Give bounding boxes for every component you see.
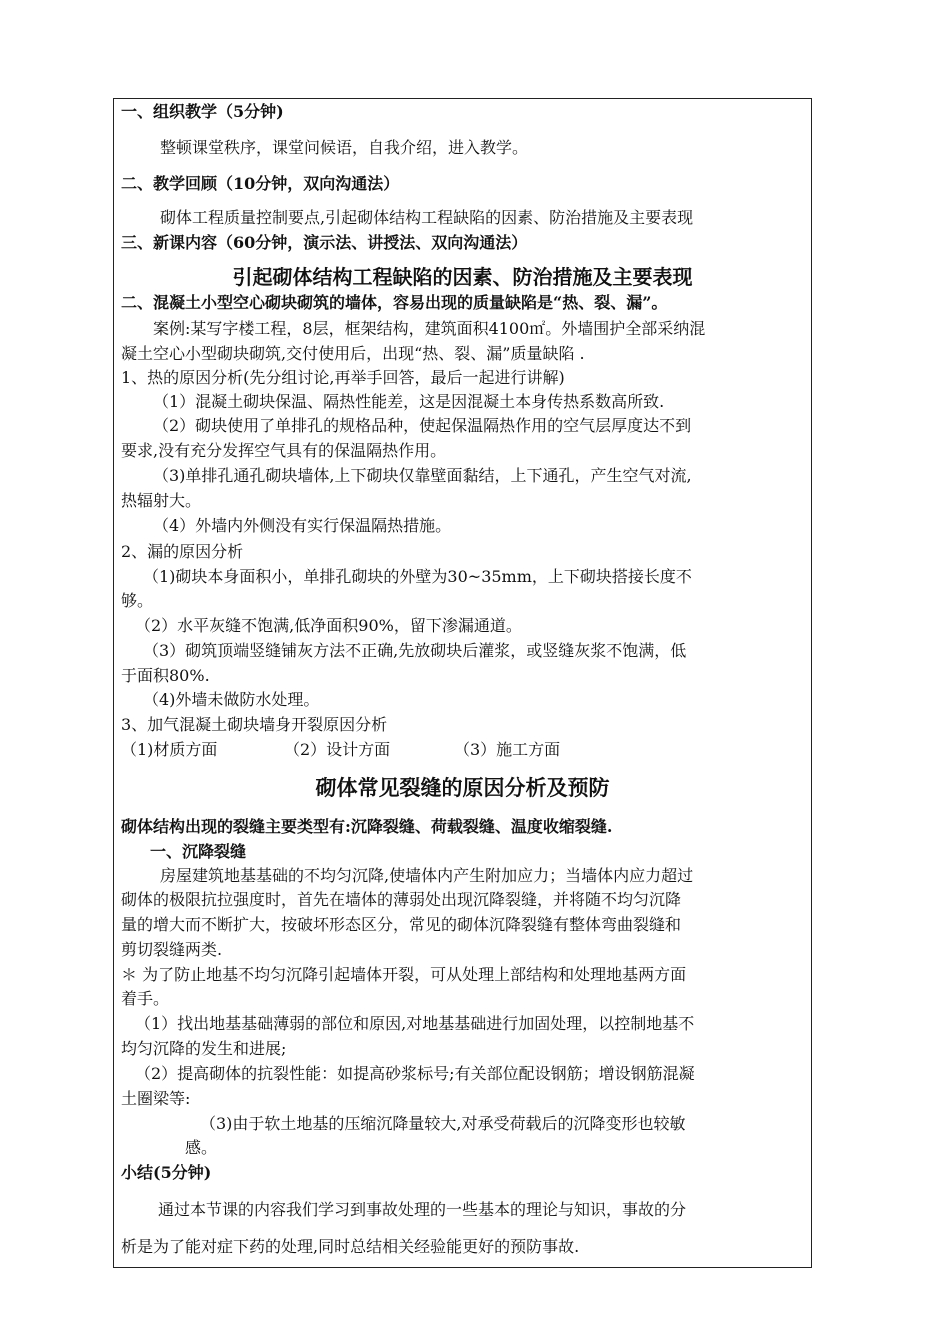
heat-analysis-heading: 1、热的原因分析(先分组讨论,再举手回答，最后一起进行讲解) (121, 368, 565, 387)
heat-item-2-line-2: 要求,没有充分发挥空气具有的保温隔热作用。 (121, 441, 447, 460)
leak-item-3-line-1: （3）砌筑顶端竖缝铺灰方法不正确,先放砌块后灌浆，或竖缝灰浆不饱满，低 (143, 641, 687, 660)
measure-2-line-1: （2）提高砌体的抗裂性能：如提高砂浆标号;有关部位配设钢筋；增设钢筋混凝 (135, 1064, 695, 1083)
heat-item-4: （4）外墙内外侧没有实行保温隔热措施。 (153, 516, 452, 535)
leak-item-4: （4)外墙未做防水处理。 (143, 690, 320, 709)
leak-item-2: （2）水平灰缝不饱满,低净面积90%，留下渗漏通道。 (135, 616, 522, 635)
measure-1-line-1: （1）找出地基基础薄弱的部位和原因,对地基基础进行加固处理，以控制地基不 (135, 1014, 695, 1033)
measure-3-line-2: 感。 (185, 1138, 218, 1157)
summary-line-1: 通过本节课的内容我们学习到事故处理的一些基本的理论与知识，事故的分 (158, 1200, 687, 1219)
summary-line-2: 析是为了能对症下药的处理,同时总结相关经验能更好的预防事故. (121, 1237, 580, 1256)
section-3-heading: 三、新课内容（60分钟，演示法、讲授法、双向沟通法） (121, 233, 528, 252)
leak-item-1-line-2: 够。 (121, 591, 154, 610)
section-2-body: 砌体工程质量控制要点,引起砌体结构工程缺陷的因素、防治措施及主要表现 (160, 208, 694, 227)
crack-aspect-design: （2）设计方面 (284, 740, 391, 759)
section-2-heading: 二、教学回顾（10分钟，双向沟通法） (121, 174, 400, 193)
heat-item-2-line-1: （2）砌块使用了单排孔的规格品种，使起保温隔热作用的空气层厚度达不到 (153, 416, 692, 435)
crack-types: 砌体结构出现的裂缝主要类型有:沉降裂缝、荷载裂缝、温度收缩裂缝. (121, 817, 613, 836)
settlement-para-line-2: 砌体的极限抗拉强度时，首先在墙体的薄弱处出现沉降裂缝，并将随不均匀沉降 (121, 890, 682, 909)
section-1-body: 整顿课堂秩序，课堂问候语，自我介绍，进入教学。 (160, 138, 529, 157)
leak-item-3-line-2: 于面积80%. (121, 666, 210, 685)
measure-3-line-1: （3)由于软土地基的压缩沉降量较大,对承受荷载后的沉降变形也较敏 (200, 1114, 686, 1133)
leak-analysis-heading: 2、漏的原因分析 (121, 542, 244, 561)
settlement-crack-heading: 一、沉降裂缝 (150, 842, 247, 861)
settlement-para-line-4: 剪切裂缝两类. (121, 940, 223, 959)
heat-item-3-line-2: 热辐射大。 (121, 491, 202, 510)
settlement-para-line-3: 量的增大而不断扩大，按破坏形态区分，常见的砌体沉降裂缝有整体弯曲裂缝和 (121, 915, 682, 934)
case-line-1: 案例:某写字楼工程，8层，框架结构，建筑面积4100㎡。外墙围护全部采纳混 (153, 319, 706, 338)
settlement-para-line-1: 房屋建筑地基基础的不均匀沉降,使墙体内产生附加应力；当墙体内应力超过 (160, 866, 694, 885)
part-2-title: 砌体常见裂缝的原因分析及预防 (315, 775, 610, 800)
case-line-2: 凝土空心小型砌块砌筑,交付使用后，出现“热、裂、漏”质量缺陷 . (121, 344, 585, 363)
section-1-heading: 一、组织教学（5分钟) (121, 102, 284, 121)
crack-aspect-construction: （3）施工方面 (454, 740, 561, 759)
prevention-note-line-2: 着手。 (121, 989, 170, 1008)
measure-1-line-2: 均匀沉降的发生和进展; (121, 1039, 287, 1058)
summary-heading: 小结(5分钟) (121, 1163, 212, 1182)
crack-aspect-material: （1)材质方面 (121, 740, 218, 759)
prevention-note-line-1: ＊ 为了防止地基不均匀沉降引起墙体开裂，可从处理上部结构和处理地基两方面 (121, 965, 687, 984)
part-1-title: 引起砌体结构工程缺陷的因素、防治措施及主要表现 (232, 265, 693, 289)
heat-item-1: （1）混凝土砌块保温、隔热性能差，这是因混凝土本身传热系数高所致. (153, 392, 665, 411)
measure-2-line-2: 土圈梁等: (121, 1089, 191, 1108)
heat-item-3-line-1: （3)单排孔通孔砌块墙体,上下砌块仅靠壁面黏结，上下通孔，产生空气对流, (153, 466, 692, 485)
part-1-subtitle: 二、混凝土小型空心砌块砌筑的墙体，容易出现的质量缺陷是“热、裂、漏”。 (121, 293, 668, 312)
crack-aspects (121, 739, 805, 761)
leak-item-1-line-1: （1)砌块本身面积小，单排孔砌块的外壁为30~35mm，上下砌块搭接长度不 (143, 567, 692, 586)
crack-analysis-heading: 3、加气混凝土砌块墙身开裂原因分析 (121, 715, 388, 734)
